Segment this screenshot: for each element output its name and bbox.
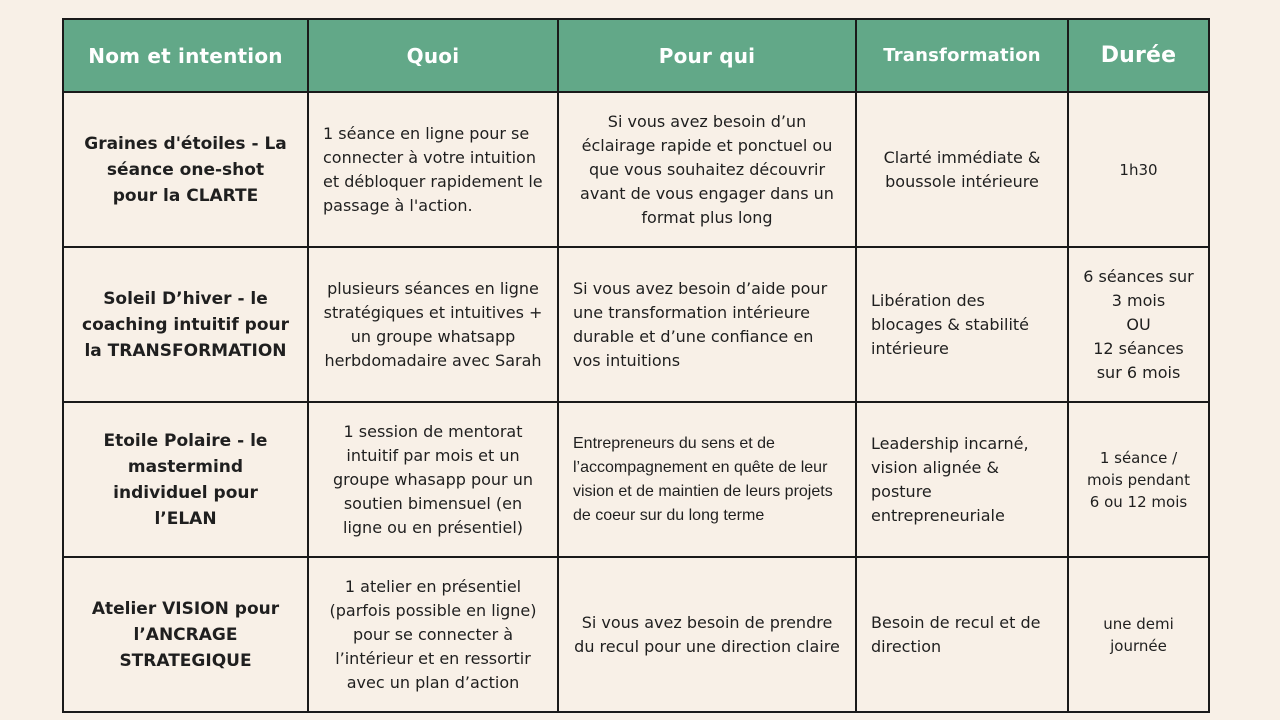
header-duree: Durée (1068, 19, 1209, 92)
offer-name: Graines d'étoiles - La séance one-shot pour la CLARTE (63, 92, 308, 247)
header-row (63, 19, 1209, 92)
table-row (63, 247, 1209, 402)
offer-pour-qui: Si vous avez besoin d’un éclairage rapide et ponctuel ou que vous souhaitez découvrir avant de vous engager dans un format plus long (558, 92, 856, 247)
offer-quoi: 1 atelier en présentiel (parfois possible en ligne) pour se connecter à l’intérieur et en ressortir avec un plan d’action (308, 557, 558, 712)
offer-quoi: plusieurs séances en ligne stratégiques et intuitives + un groupe whatsapp herbdomadaire avec Sarah (308, 247, 558, 402)
offer-quoi: 1 séance en ligne pour se connecter à votre intuition et débloquer rapidement le passage à l'action. (308, 92, 558, 247)
header-quoi: Quoi (308, 19, 558, 92)
table-row (63, 402, 1209, 557)
offer-quoi: 1 session de mentorat intuitif par mois et un groupe whasapp pour un soutien bimensuel (en ligne ou en présentiel) (308, 402, 558, 557)
offer-name: Soleil D’hiver - le coaching intuitif pour la TRANSFORMATION (63, 247, 308, 402)
offer-duree: 6 séances sur 3 mois OU 12 séances sur 6 mois (1068, 247, 1209, 402)
offers-table (62, 18, 1210, 713)
offer-transformation: Libération des blocages & stabilité intérieure (856, 247, 1068, 402)
offer-name: Atelier VISION pour l’ANCRAGE STRATEGIQUE (63, 557, 308, 712)
offer-pour-qui: Si vous avez besoin d’aide pour une transformation intérieure durable et d’une confiance en vos intuitions (558, 247, 856, 402)
header-nom-et-intention: Nom et intention (63, 19, 308, 92)
offer-pour-qui: Entrepreneurs du sens et de l’accompagnement en quête de leur vision et de maintien de leurs projets de coeur sur du long terme (558, 402, 856, 557)
offer-transformation: Leadership incarné, vision alignée & posture entrepreneuriale (856, 402, 1068, 557)
offer-name: Etoile Polaire - le mastermind individuel pour l’ELAN (63, 402, 308, 557)
header-transformation: Transformation (856, 19, 1068, 92)
offer-duree: une demi journée (1068, 557, 1209, 712)
offer-transformation: Besoin de recul et de direction (856, 557, 1068, 712)
header-pour-qui: Pour qui (558, 19, 856, 92)
table-row (63, 557, 1209, 712)
table-row (63, 92, 1209, 247)
offer-duree: 1h30 (1068, 92, 1209, 247)
offer-duree: 1 séance / mois pendant 6 ou 12 mois (1068, 402, 1209, 557)
offer-transformation: Clarté immédiate & boussole intérieure (856, 92, 1068, 247)
offer-pour-qui: Si vous avez besoin de prendre du recul pour une direction claire (558, 557, 856, 712)
